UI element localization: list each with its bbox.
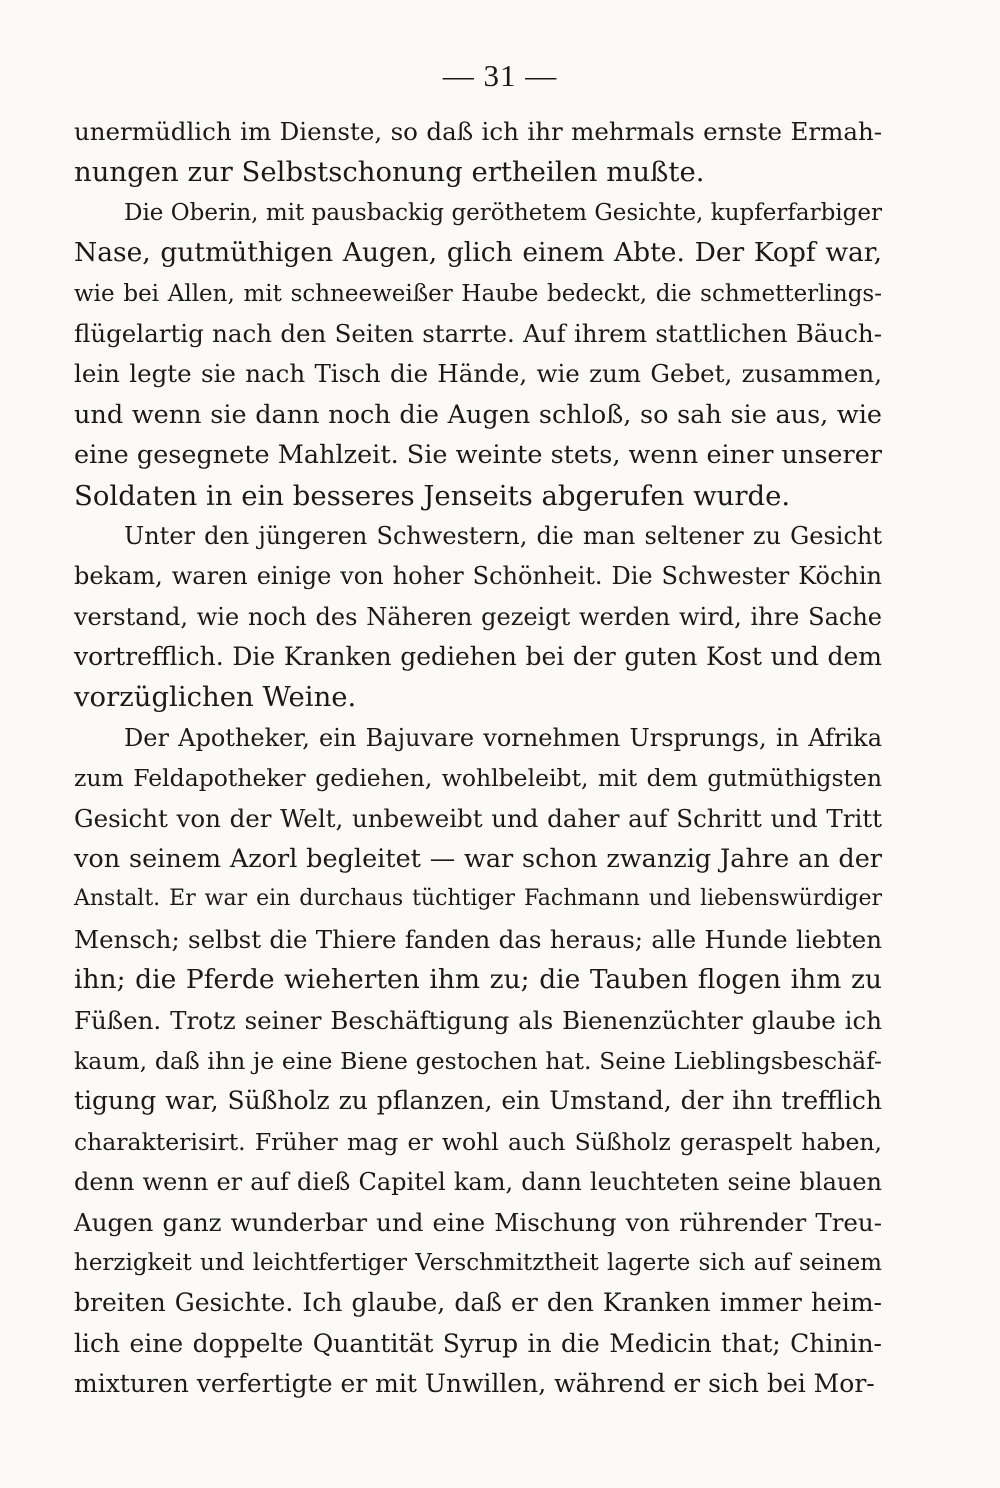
paragraph	[74, 112, 882, 193]
text-line: Unter den jüngeren Schwestern, die man seltener zu Gesicht	[124, 521, 882, 550]
text-line: ihn; die Pferde wieherten ihm zu; die Tauben flogen ihm zu	[74, 964, 882, 996]
text-line: und wenn sie dann noch die Augen schloß, so sah sie aus, wie	[74, 399, 882, 430]
text-line: Füßen. Trotz seiner Beschäftigung als Bienenzüchter glaube ich	[74, 1005, 882, 1035]
paragraph	[74, 193, 882, 516]
text-line: wie bei Allen, mit schneeweißer Haube bedeckt, die schmetterlings-	[74, 280, 882, 307]
paragraph	[74, 718, 882, 1405]
page-number: — 31 —	[442, 58, 558, 93]
text-line: breiten Gesichte. Ich glaube, daß er den Kranken immer heim-	[74, 1288, 882, 1318]
text-line: vortrefflich. Die Kranken gediehen bei der guten Kost und dem	[74, 642, 882, 672]
text-line: flügelartig nach den Seiten starrte. Auf ihrem stattlichen Bäuch-	[74, 318, 882, 348]
text-line: Nase, gutmüthigen Augen, glich einem Abte. Der Kopf war,	[74, 237, 882, 269]
text-line: Die Oberin, mit pausbackig geröthetem Gesichte, kupferfarbiger	[124, 199, 882, 226]
text-line: zum Feldapotheker gediehen, wohlbeleibt, mit dem gutmüthigsten	[74, 764, 882, 793]
text-line: Augen ganz wunderbar und eine Mischung von rührender Treu-	[74, 1207, 882, 1237]
text-line: charakterisirt. Früher mag er wohl auch Süßholz geraspelt haben,	[74, 1127, 882, 1156]
text-line: Der Apotheker, ein Bajuvare vornehmen Ursprungs, in Afrika	[124, 723, 882, 752]
text-line: Soldaten in ein besseres Jenseits abgerufen wurde.	[74, 479, 791, 512]
text-line: von seinem Azorl begleitet — war schon zwanzig Jahre an der	[74, 844, 882, 875]
text-line: bekam, waren einige von hoher Schönheit. Die Schwester Köchin	[74, 562, 882, 591]
text-line: Mensch; selbst die Thiere fanden das heraus; alle Hunde liebten	[74, 924, 882, 954]
paragraph	[74, 516, 882, 718]
text-line: herzigkeit und leichtfertiger Verschmitztheit lagerte sich auf seinem	[74, 1249, 882, 1276]
text-line: nungen zur Selbstschonung ertheilen mußte.	[74, 156, 705, 189]
text-line: kaum, daß ihn je eine Biene gestochen hat. Seine Lieblingsbeschäf-	[74, 1046, 882, 1075]
text-line: lein legte sie nach Tisch die Hände, wie zum Gebet, zusammen,	[74, 359, 882, 389]
text-line: Gesicht von der Welt, unbeweibt und daher auf Schritt und Tritt	[74, 803, 882, 833]
text-line: vorzüglichen Weine.	[74, 681, 357, 714]
text-line: verstand, wie noch des Näheren gezeigt werden wird, ihre Sache	[74, 602, 882, 631]
text-line: denn wenn er auf dieß Capitel kam, dann leuchteten seine blauen	[74, 1168, 882, 1197]
text-line: Anstalt. Er war ein durchaus tüchtiger Fachmann und liebenswürdiger	[74, 886, 882, 912]
body-text	[74, 112, 882, 1405]
text-line: lich eine doppelte Quantität Syrup in die Medicin that; Chinin-	[74, 1328, 882, 1358]
text-line: eine gesegnete Mahlzeit. Sie weinte stets, wenn einer unserer	[74, 440, 882, 471]
text-line: unermüdlich im Dienste, so daß ich ihr mehrmals ernste Ermah-	[74, 117, 882, 146]
text-line: mixturen verfertigte er mit Unwillen, während er sich bei Mor-	[74, 1369, 875, 1399]
text-line: tigung war, Süßholz zu pflanzen, ein Umstand, der ihn trefflich	[74, 1086, 882, 1116]
